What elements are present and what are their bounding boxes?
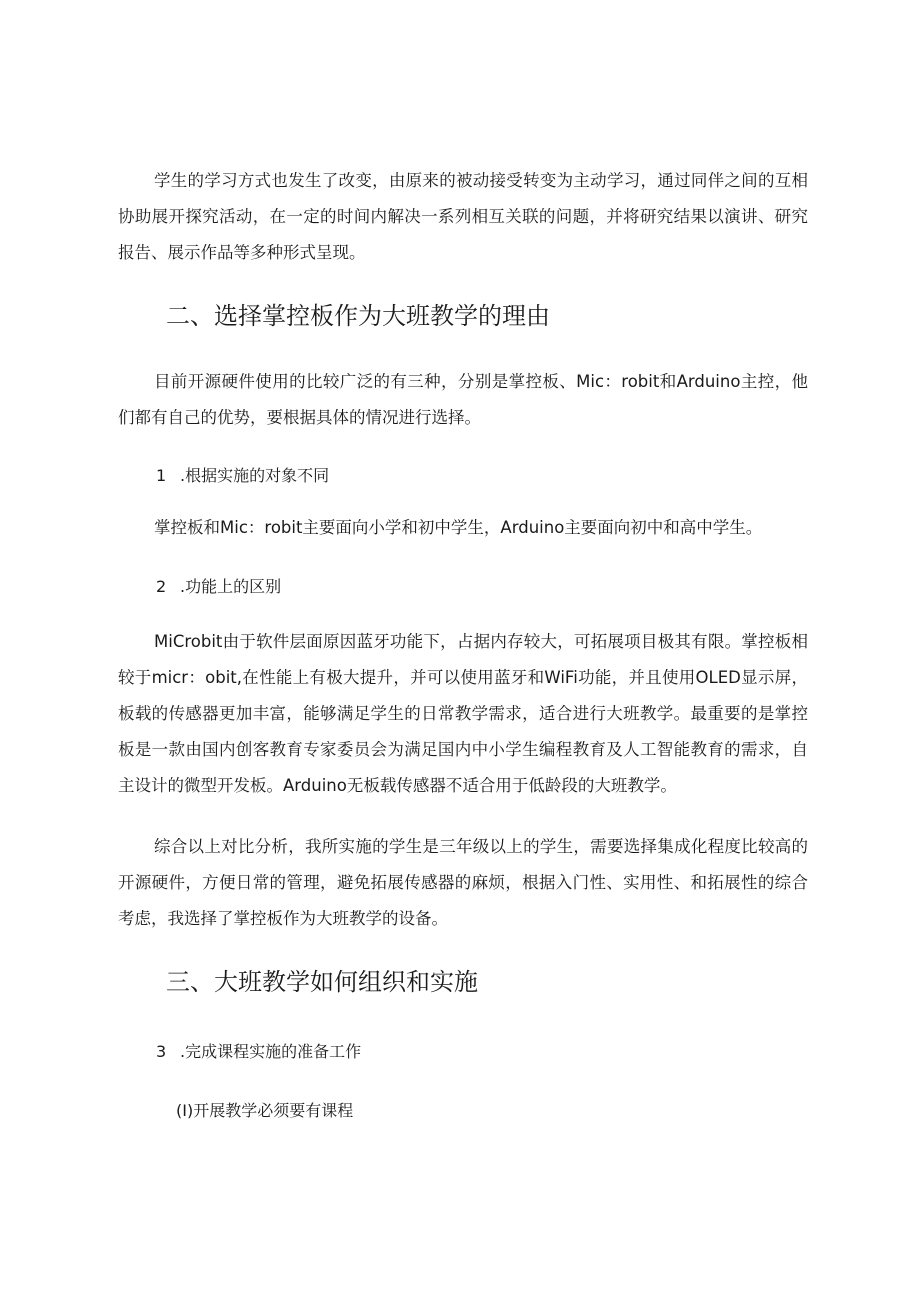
summary-paragraph: 综合以上对比分析，我所实施的学生是三年级以上的学生，需要选择集成化程度比较高的开源硬件，方便日常的管理，避免拓展传感器的麻烦，根据入门性、实用性、和拓展性的综合考虑，我选择了掌控板作为大班教学的设备。 [118, 837, 808, 928]
section-2-heading: 二、选择掌控板作为大班教学的理由 [166, 302, 550, 330]
list-item-title: .完成课程实施的准备工作 [180, 1042, 362, 1061]
section-3-heading: 三、大班教学如何组织和实施 [166, 968, 478, 996]
list-item-number: 2 [156, 577, 167, 596]
list-item-title: .功能上的区别 [180, 577, 282, 596]
item-2-paragraph: MiCrobit由于软件层面原因蓝牙功能下，占据内存较大，可拓展项目极其有限。掌控板相较于micr：obit,在性能上有极大提升，并可以使用蓝牙和WiFi功能，并且使用OLED显示屏，板载的传感器更加丰富，能够满足学生的日常教学需求，适合进行大班教学。最重要的是掌控板是一款由国内创客教育专家委员会为满足国内中小学生编程教育及人工智能教育的需求，自主设计的微型开发板。Arduino无板载传感器不适合用于低龄段的大班教学。 [118, 632, 808, 795]
list-item-number: 1 [156, 466, 167, 485]
section-2-paragraph: 目前开源硬件使用的比较广泛的有三种，分别是掌控板、Mic：robit和Arduino主控，他们都有自己的优势，要根据具体的情况进行选择。 [118, 372, 808, 427]
sub-item-1: (I)开展教学必须要有课程 [176, 1101, 354, 1120]
list-item-number: 3 [156, 1042, 167, 1061]
intro-paragraph: 学生的学习方式也发生了改变，由原来的被动接受转变为主动学习，通过同伴之间的互相协助展开探究活动，在一定的时间内解决一系列相互关联的问题，并将研究结果以演讲、研究报告、展示作品等多种形式呈现。 [118, 171, 808, 262]
list-item-1 [156, 464, 329, 488]
item-1-paragraph: 掌控板和Mic：robit主要面向小学和初中学生，Arduino主要面向初中和高中学生。 [154, 518, 763, 537]
list-item-2 [156, 575, 281, 599]
list-item-title: .根据实施的对象不同 [180, 466, 330, 485]
list-item-3 [156, 1040, 361, 1064]
